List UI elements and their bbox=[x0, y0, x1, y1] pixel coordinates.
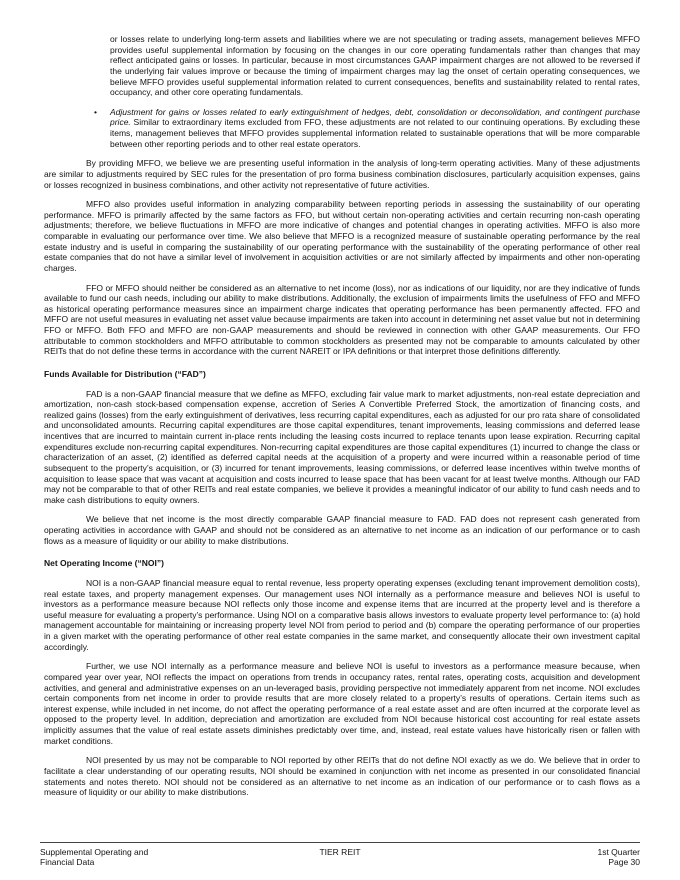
paragraph-mffo-comparability: MFFO also provides useful information in analyzing comparability between reporting periods in assessing the sustainability of our operating performance. MFFO is primarily affected by the same factors as FFO, but without certain non-operating activities and certain recurring non-cash operating adjustments; therefore, we believe fluctuations in MFFO are more indicative of changes and potential changes in operating activities. MFFO is also more comparable in evaluating our performance over time. We also believe that MFFO is a recognized measure of sustainable operating performance by the real estate industry and is useful in comparing the sustainability of our operating performance with the sustainability of the operating performance of other real estate companies that do not have a similar level of involvement in acquisition activities or are not similarly affected by impairments and other non-operating charges. bbox=[44, 199, 640, 273]
bullet-lead-italic: Adjustment for gains or losses related to early extinguishment of hedges, debt, consolidation or deconsolidation, and contingent purchase price. bbox=[110, 106, 640, 128]
paragraph-by-providing-mffo: By providing MFFO, we believe we are presenting useful information in the analysis of long-term operating activities. Many of these adjustments are similar to adjustments required by SEC rules for the presentation of pro forma business combination disclosures, particularly acquisition expenses, gains or losses recognized in business combinations, and other activity not representative of future activities. bbox=[44, 158, 640, 190]
paragraph-noi-comparability: NOI presented by us may not be comparable to NOI reported by other REITs that do not define NOI exactly as we do. We believe that in order to facilitate a clear understanding of our operating results, NOI should be examined in conjunction with net income as presented in our consolidated financial statements and notes thereto. NOI should not be considered as an alternative to net income as an indication of our performance or to cash flows as a measure of liquidity or our ability to make distributions. bbox=[44, 755, 640, 798]
footer-company-name: TIER REIT bbox=[319, 846, 361, 857]
footer-row bbox=[40, 847, 640, 868]
heading-net-operating-income: Net Operating Income (“NOI”) bbox=[44, 558, 164, 569]
page-footer bbox=[40, 842, 640, 868]
footer-page-number: Page 30 bbox=[608, 857, 640, 868]
document-content bbox=[44, 34, 640, 832]
paragraph-fad-gaap-comparison: We believe that net income is the most directly comparable GAAP financial measure to FAD. FAD does not represent cash generated from operating activities in accordance with GAAP and should not be considered as an alternative to net income as an indication of our performance or to cash flows as a measure of liquidity or our ability to make distributions. bbox=[44, 514, 640, 546]
bullet-body-text: Similar to extraordinary items excluded from FFO, these adjustments are not related to our continuing operations. By excluding these items, management believes that MFFO provides supplemental information related to sustainable operations that will be more comparable between other reporting periods and to other real estate operators. bbox=[110, 117, 640, 149]
footer-quarter-label: 1st Quarter bbox=[597, 846, 640, 857]
paragraph-mffo-bullet-continuation: or losses relate to underlying long-term assets and liabilities where we are not speculating or trading assets, management believes MFFO provides useful supplemental information by focusing on the changes in our core operating fundamentals rather than changes that may reflect anticipated gains or losses. In particular, because in most circumstances GAAP impairment charges are not allowed to be reversed if the underlying fair values improve or because the timing of impairment charges may lag the onset of certain operating consequences, we believe MFFO provides useful supplemental information related to current consequences, benefits and sustainability related to rental rates, occupancy, and other core operating fundamentals. bbox=[110, 34, 640, 98]
paragraph-noi-definition: NOI is a non-GAAP financial measure equal to rental revenue, less property operating expenses (excluding tenant improvement demolition costs), real estate taxes, and property management expenses. Our management uses NOI internally as a performance measure and believes NOI is useful to investors as a performance measure because NOI reflects only those income and expense items that are incurred at the property level and is therefore a useful measure for evaluating a property’s performance. Using NOI on a comparative basis allows investors to evaluate property level performance to: (a) hold management accountable for maintaining or increasing property level NOI from period to period and (b) compare the operating performance of our properties in a given market with the operating performance of other real estate companies in the same market, and consequently allocate their own investment capital accordingly. bbox=[44, 577, 640, 652]
footer-title-line1: Supplemental Operating and bbox=[40, 846, 149, 857]
bullet-icon: • bbox=[94, 106, 97, 117]
footer-page-info bbox=[597, 847, 640, 868]
paragraph-fad-definition: FAD is a non-GAAP financial measure that we define as MFFO, excluding fair value mark to market adjustments, non-real estate depreciation and amortization, non-cash stock-based compensation expense, accretion of Series A Convertible Preferred Stock, the amortization of financing costs, and realized gains (losses) from the early extinguishment of derivatives, less recurring capital expenditures, each as adjusted for our pro rata share of consolidated and unconsolidated amounts. Recurring capital expenditures are those capital expenditures, tenant improvements, leasing commissions and deferred lease incentives that are incurred to maintain current in-place rents including the leasing costs incurred to replace tenants upon lease expiration. Recurring capital expenditures exclude non-recurring capital expenditures. Non-recurring capital expenditures are those capital expenditures (1) incurred to change the class or characterization of an asset, (2) identified as deferred capital needs at the acquisition of a property and were incurred within a reasonable period of time subsequent to the property’s acquisition, or (3) incurred for tenant improvements, leasing commissions, or deferred lease incentives within twelve months of acquisition to lease space that was vacant at acquisition and costs incurred to lease space that has been vacant for at least twelve months. Although our FAD may not be comparable to that of other REITs and real estate companies, we believe it provides a meaningful indicator of our ability to fund cash needs and to make cash distributions to equity owners. bbox=[44, 388, 640, 505]
paragraph-noi-performance-measure: Further, we use NOI internally as a performance measure and believe NOI is useful to investors as a performance measure because, when compared year over year, NOI reflects the impact on operations from trends in occupancy rates, rental rates, operating costs, acquisition and development activities, and general and administrative expenses on an un-leveraged basis, providing perspective not immediately apparent from net income. NOI excludes certain components from net income in order to provide results that are more closely related to a property’s results of operations. Certain items such as interest expense, while included in net income, do not affect the operating performance of a real estate asset and are often incurred at the corporate level as opposed to the property level. In addition, depreciation and amortization are excluded from NOI because historical cost accounting for real estate assets implicitly assumes that the value of real estate assets diminishes predictably over time, and, instead, real estate values have historically risen or fallen with market conditions. bbox=[44, 661, 640, 746]
footer-title-line2: Financial Data bbox=[40, 857, 95, 868]
bullet-item-extinguishment-adjustments bbox=[44, 107, 640, 150]
footer-document-title bbox=[40, 847, 148, 868]
heading-funds-available-for-distribution: Funds Available for Distribution (“FAD”) bbox=[44, 368, 206, 379]
paragraph-ffo-mffo-limitations: FFO or MFFO should neither be considered as an alternative to net income (loss), nor as indications of our liquidity, nor are they indicative of funds available to fund our cash needs, including our ability to make distributions. Additionally, the exclusion of impairments limits the usefulness of FFO and MFFO as historical operating performance measures since an impairment charge indicates that operating performance has been permanently affected. FFO and MFFO are not useful measures in evaluating net asset value because impairments are taken into account in determining net asset value but not in determining FFO or MFFO. Both FFO and MFFO are non-GAAP measurements and should be reviewed in connection with other GAAP measurements. Our FFO attributable to common stockholders and MFFO attributable to common stockholders as presented may not be comparable to amounts calculated by other REITs that do not define these terms in accordance with the current NAREIT or IPA definitions or that interpret those definitions differently. bbox=[44, 282, 640, 357]
bullet-paragraph bbox=[110, 107, 640, 150]
